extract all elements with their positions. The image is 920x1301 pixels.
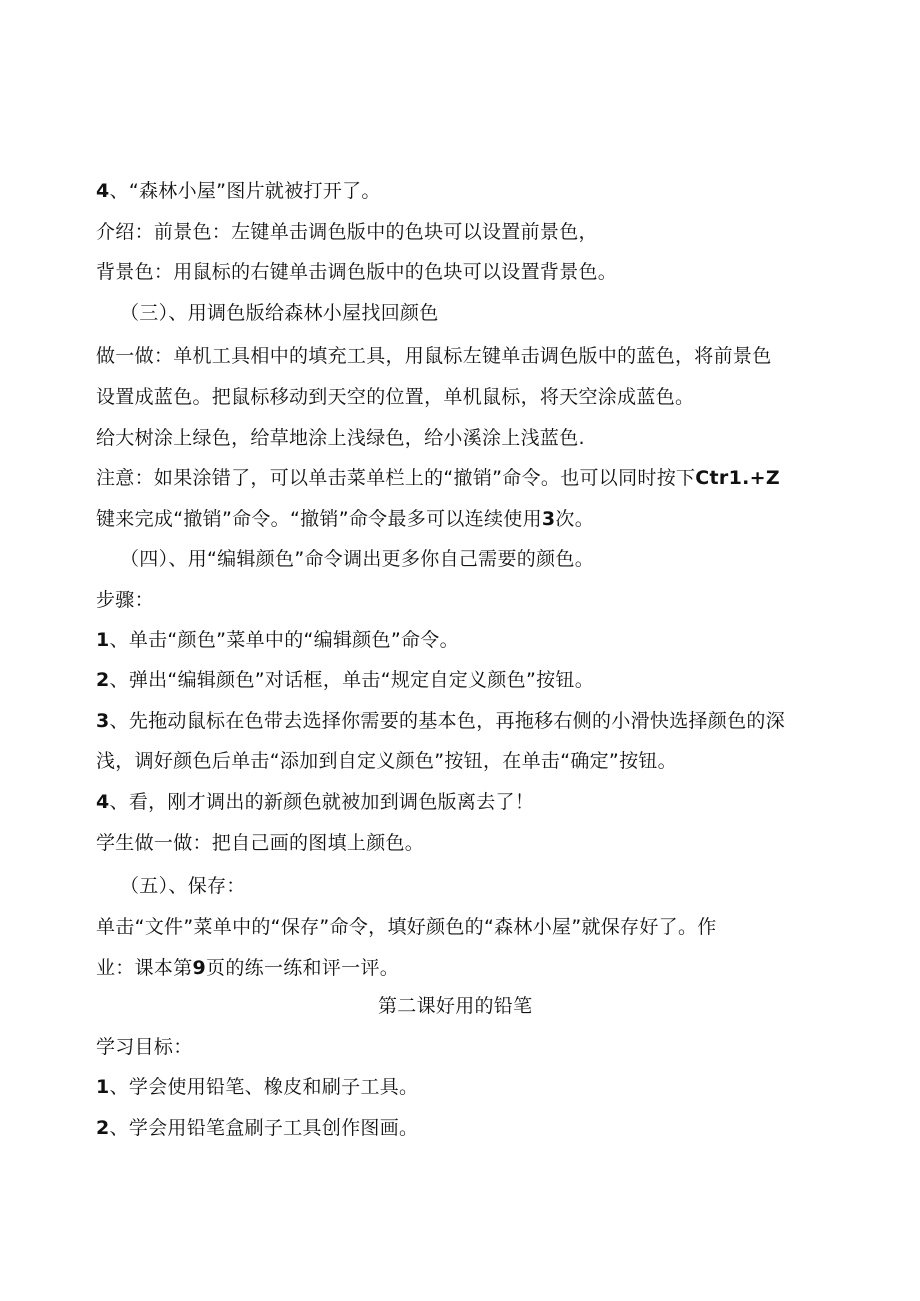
step-number: 4 <box>96 180 110 202</box>
section-4-heading: （四）、用“编辑颜色”命令调出更多你自己需要的颜色。 <box>120 548 594 570</box>
save-instruction-1: 单击“文件”菜单中的“保存”命令，填好颜色的“森林小屋”就保存好了。作 <box>96 916 717 938</box>
objective-1: 1、学会使用铅笔、橡皮和刷子工具。 <box>96 1076 419 1098</box>
steps-label: 步骤： <box>96 589 154 611</box>
section-3-heading: （三）、用调色版给森林小屋找回颜色 <box>120 302 439 324</box>
intro-background: 背景色：用鼠标的右键单击调色版中的色块可以设置背景色。 <box>96 261 618 283</box>
step-2: 2、弹出“编辑颜色”对话框，单击“规定自定义颜色”按钮。 <box>96 669 595 691</box>
try-it-line-2: 设置成蓝色。把鼠标移动到天空的位置，单机鼠标，将天空涂成蓝色。 <box>96 386 695 408</box>
step-3-line-2: 浅，调好颜色后单击“添加到自定义颜色”按钮，在单击“确定”按钮。 <box>96 750 677 772</box>
step-number: 2 <box>96 669 110 691</box>
step-4-opened: 4、“森林小屋”图片就被打开了。 <box>96 180 381 202</box>
step-number: 2 <box>96 1117 110 1139</box>
step-number: 4 <box>96 791 110 813</box>
try-it-line-1: 做一做：单机工具相中的填充工具，用鼠标左键单击调色版中的蓝色，将前景色 <box>96 345 772 367</box>
objectives-label: 学习目标： <box>96 1036 193 1058</box>
step-4-result: 4、看，刚才调出的新颜色就被加到调色版离去了！ <box>96 791 535 813</box>
step-1: 1、单击“颜色”菜单中的“编辑颜色”命令。 <box>96 629 459 651</box>
intro-foreground: 介绍：前景色：左键单击调色版中的色块可以设置前景色， <box>96 221 598 243</box>
step-number: 1 <box>96 1076 110 1098</box>
step-3-line-1: 3、先拖动鼠标在色带去选择你需要的基本色，再拖移右侧的小滑快选择颜色的深 <box>96 710 786 732</box>
color-tree-grass: 给大树涂上绿色，给草地涂上浅绿色，给小溪涂上浅蓝色. <box>96 427 585 449</box>
lesson-2-title: 第二课好用的铅笔 <box>378 995 533 1017</box>
note-line-1: 注意：如果涂错了，可以单击菜单栏上的“撤销”命令。也可以同时按下Ctr1.+Z <box>96 467 780 489</box>
student-practice: 学生做一做：把自己画的图填上颜色。 <box>96 832 425 854</box>
objective-2: 2、学会用铅笔盒刷子工具创作图画。 <box>96 1117 419 1139</box>
step-number: 1 <box>96 629 110 651</box>
save-instruction-2: 业：课本第9页的练一练和评一评。 <box>96 957 400 979</box>
shortcut-key: Ctr1.+Z <box>695 467 780 489</box>
note-line-2: 键来完成“撤销”命令。“撤销”命令最多可以连续使用3次。 <box>96 508 595 530</box>
section-5-heading: （五）、保存： <box>120 875 246 897</box>
step-number: 3 <box>96 710 110 732</box>
